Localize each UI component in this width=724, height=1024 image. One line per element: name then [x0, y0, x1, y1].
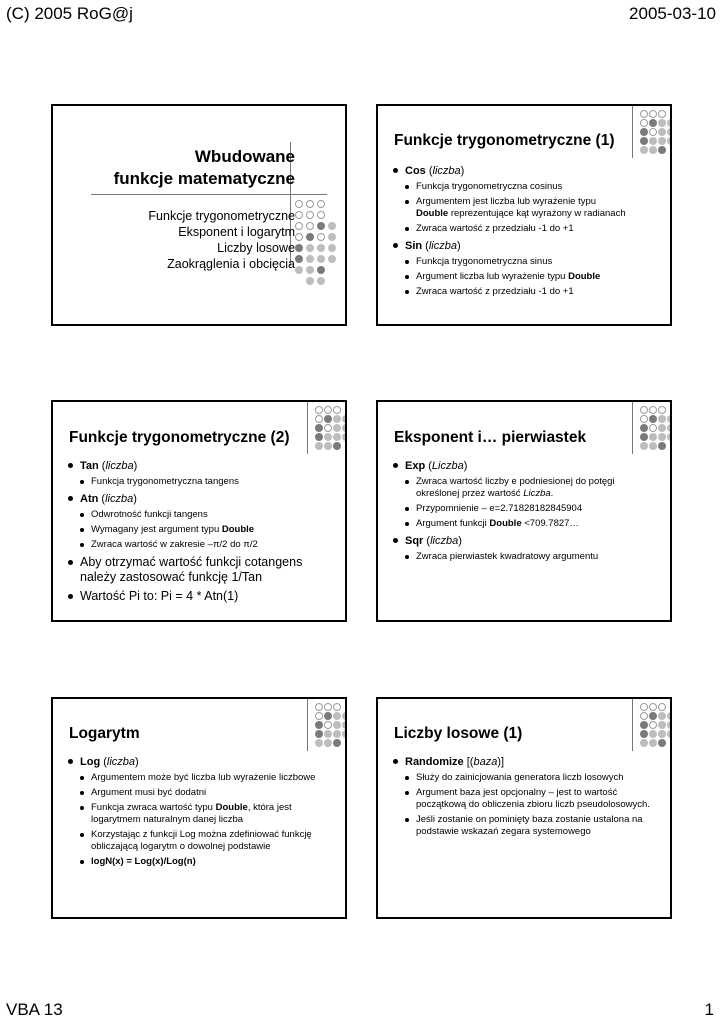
list-item: Argumentem może być liczba lub wyrażenie liczbowe: [67, 772, 335, 784]
slide-title: Eksponent i… pierwiastek: [394, 429, 587, 446]
list-item: logN(x) = Log(x)/Log(n): [67, 856, 335, 868]
list-item: Argument baza jest opcjonalny – jest to wartość początkową do obliczenia zbioru liczb pseudolosowych.: [392, 787, 660, 811]
topic-item: Zaokrąglenia i obcięcia: [167, 257, 295, 271]
list-item: Funkcja zwraca wartość typu Double, która jest logarytmem naturalnym danej liczba: [67, 802, 335, 826]
list-item: Zwraca wartość w zakresie –π/2 do π/2: [67, 539, 335, 551]
decorative-dots: [315, 406, 347, 449]
list-item: Argumentem jest liczba lub wyrażenie typu Double reprezentujące kąt wyrażony w radianach: [392, 196, 660, 220]
list-item: Argument liczba lub wyrażenie typu Double: [392, 271, 660, 283]
slide-1: [51, 104, 347, 326]
list-item: Zwraca wartość z przedziału -1 do +1: [392, 286, 660, 298]
slide-5: [51, 697, 347, 919]
bullet-randomize: Randomize [(baza)]: [392, 755, 660, 769]
topic-item: Funkcje trygonometryczne: [148, 209, 295, 223]
slide-4: [376, 400, 672, 622]
bullet-sqr: Sqr (liczba): [392, 534, 660, 548]
list-item: Korzystając z funkcji Log można zdefiniować funkcję obliczającą logarytm o dowolnej podstawie: [67, 829, 335, 853]
decorative-dots: [640, 703, 672, 746]
bullet-exp: Exp (Liczba): [392, 459, 660, 473]
slide-topic-list: [148, 208, 295, 272]
slide-3: [51, 400, 347, 622]
bullet-atn: Atn (liczba): [67, 492, 335, 506]
bullet-pi: Wartość Pi to: Pi = 4 * Atn(1): [67, 589, 335, 604]
list-item: Argument musi być dodatni: [67, 787, 335, 799]
decorative-dots: [315, 703, 347, 746]
bullet-log: Log (liczba): [67, 755, 335, 769]
decorative-dots: [640, 110, 672, 153]
bullet-cos: Cos (liczba): [392, 164, 660, 178]
slide-6: [376, 697, 672, 919]
decorative-dots: [295, 200, 336, 285]
list-item: Argument funkcji Double <709.7827…: [392, 518, 660, 530]
list-item: Wymagany jest argument typu Double: [67, 524, 335, 536]
page-header-left: (C) 2005 RoG@j: [6, 4, 133, 23]
list-item: Służy do zainicjowania generatora liczb losowych: [392, 772, 660, 784]
list-item: Funkcja trygonometryczna tangens: [67, 476, 335, 488]
decorative-dots: [640, 406, 672, 449]
list-item: Zwraca wartość liczby e podniesionej do potęgi określonej przez wartość Liczba.: [392, 476, 660, 500]
page-header-date: 2005-03-10: [629, 4, 716, 23]
slide-title: Funkcje trygonometryczne (2): [69, 429, 290, 446]
topic-item: Eksponent i logarytm: [178, 225, 295, 239]
list-item: Jeśli zostanie on pominięty baza zostanie ustalona na podstawie wskazań zegara systemowego: [392, 814, 660, 838]
bullet-cotangens: Aby otrzymać wartość funkcji cotangens należy zastosować funkcję 1/Tan: [67, 555, 335, 585]
list-item: Funkcja trygonometryczna sinus: [392, 256, 660, 268]
list-item: Zwraca wartość z przedziału -1 do +1: [392, 223, 660, 235]
page-footer-left: VBA 13: [6, 1000, 63, 1019]
list-item: Zwraca pierwiastek kwadratowy argumentu: [392, 551, 660, 563]
topic-item: Liczby losowe: [217, 241, 295, 255]
list-item: Funkcja trygonometryczna cosinus: [392, 181, 660, 193]
bullet-tan: Tan (liczba): [67, 459, 335, 473]
slide-title: Funkcje trygonometryczne (1): [394, 132, 615, 149]
list-item: Odwrotność funkcji tangens: [67, 509, 335, 521]
list-item: Przypomnienie – e=2.71828182845904: [392, 503, 660, 515]
slide-title: Liczby losowe (1): [394, 725, 523, 742]
page-number: 1: [704, 1000, 714, 1019]
bullet-sin: Sin (liczba): [392, 239, 660, 253]
slide-title: Logarytm: [69, 725, 140, 742]
slide-2: [376, 104, 672, 326]
slide-title: Wbudowane funkcje matematyczne: [113, 147, 295, 188]
